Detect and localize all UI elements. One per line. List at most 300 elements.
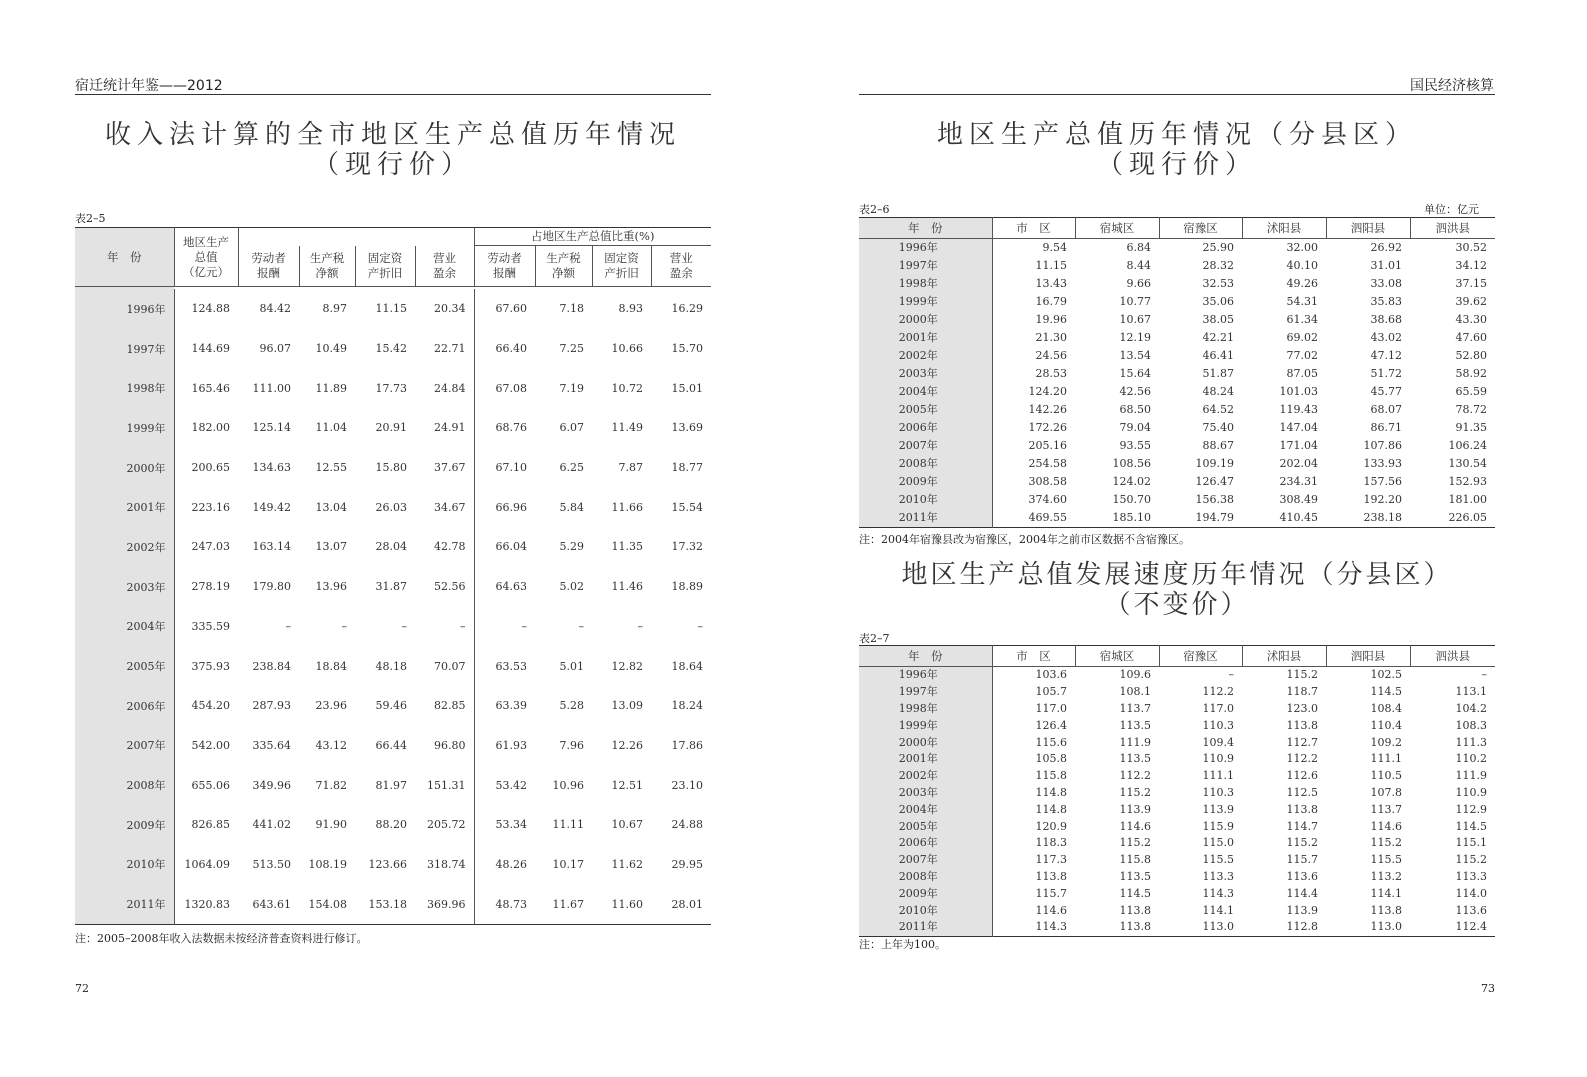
- value-cell: 111.1: [1370, 752, 1402, 766]
- value-cell: 10.49: [315, 342, 347, 356]
- year-cell: 1997年: [859, 684, 992, 701]
- value-cell: 152.93: [1448, 475, 1487, 488]
- value-cell: 114.6: [1370, 819, 1402, 833]
- page-number: 72: [75, 982, 89, 995]
- value-cell: 10.67: [1119, 313, 1151, 326]
- value-cell: 115.2: [1119, 785, 1151, 799]
- column-header-line: 生产税: [309, 250, 345, 265]
- value-cell: 826.85: [191, 818, 230, 832]
- value-cell: 349.96: [252, 778, 291, 792]
- value-cell: 113.8: [1035, 869, 1067, 883]
- value-cell: 10.17: [552, 857, 584, 871]
- value-cell: 109.2: [1370, 735, 1402, 749]
- table-row: [859, 455, 1495, 473]
- value-cell: 335.64: [252, 738, 291, 752]
- value-cell: 114.5: [1455, 819, 1487, 833]
- table-row: [859, 852, 1495, 869]
- column-header: 沭阳县: [1242, 646, 1326, 667]
- value-cell: 113.6: [1286, 869, 1318, 883]
- gdp-column-header: 地区生产 总值 （亿元）: [174, 228, 238, 287]
- header-rule: [859, 94, 1495, 95]
- year-cell: 2002年: [859, 768, 992, 785]
- column-header: 宿城区: [1075, 646, 1159, 667]
- value-cell: 7.18: [559, 302, 584, 316]
- value-cell: 96.07: [259, 342, 291, 356]
- value-cell: 68.50: [1119, 403, 1151, 416]
- value-cell: 33.08: [1370, 277, 1402, 290]
- value-cell: 113.2: [1370, 869, 1402, 883]
- value-cell: 40.10: [1286, 259, 1318, 272]
- year-cell: 2010年: [859, 491, 992, 509]
- value-cell: 7.87: [618, 461, 643, 475]
- value-cell: 308.58: [1028, 475, 1067, 488]
- column-header-line: 盈余: [433, 265, 456, 280]
- value-cell: 28.53: [1035, 367, 1067, 380]
- table-row: [859, 818, 1495, 835]
- value-cell: 35.06: [1202, 295, 1234, 308]
- value-cell: 10.96: [552, 778, 584, 792]
- value-cell: 31.87: [375, 580, 407, 594]
- table-row: [859, 365, 1495, 383]
- value-cell: 93.55: [1119, 439, 1151, 452]
- value-cell: 15.80: [375, 461, 407, 475]
- value-cell: 6.84: [1126, 241, 1151, 254]
- column-header-line: 固定资: [367, 250, 403, 265]
- value-cell: 77.02: [1286, 349, 1318, 362]
- value-cell: 13.96: [315, 580, 347, 594]
- table-note: 注：上年为100。: [859, 938, 946, 951]
- column-header-line: 净额: [552, 266, 575, 280]
- value-cell: 11.60: [611, 897, 643, 911]
- value-cell: 34.67: [415, 487, 474, 527]
- value-cell: 28.01: [671, 897, 703, 911]
- table-id: 表2–5: [75, 212, 106, 225]
- year-cell: 2011年: [75, 884, 174, 924]
- value-cell: 11.46: [611, 580, 643, 594]
- value-cell: 114.8: [1035, 802, 1067, 816]
- value-cell: –: [415, 607, 474, 647]
- value-cell: 234.31: [1279, 475, 1318, 488]
- value-cell: 66.40: [495, 342, 527, 356]
- value-cell: 115.5: [1370, 853, 1402, 867]
- value-cell: 126.4: [1035, 718, 1067, 732]
- table-row: [859, 751, 1495, 768]
- value-cell: 87.05: [1286, 367, 1318, 380]
- value-cell: 38.68: [1370, 313, 1402, 326]
- value-cell: 105.8: [1035, 752, 1067, 766]
- value-cell: 8.93: [618, 302, 643, 316]
- value-cell: 48.73: [495, 897, 527, 911]
- value-cell: 37.67: [415, 448, 474, 488]
- year-cell: 1998年: [859, 701, 992, 718]
- value-cell: 205.16: [1028, 439, 1067, 452]
- value-cell: –: [401, 619, 407, 633]
- column-header-line: 劳动者: [251, 250, 286, 265]
- title-sub: （现行价）: [312, 150, 473, 180]
- value-cell: 13.07: [315, 540, 347, 554]
- table-row: [859, 473, 1495, 491]
- value-cell: 28.32: [1202, 259, 1234, 272]
- value-cell: 17.32: [671, 540, 703, 554]
- value-cell: 108.1: [1119, 685, 1151, 699]
- year-cell: 2005年: [859, 401, 992, 419]
- value-cell: 113.0: [1202, 920, 1234, 934]
- value-cell: 114.0: [1455, 886, 1487, 900]
- year-cell: 1996年: [859, 239, 992, 258]
- value-cell: 119.43: [1279, 403, 1318, 416]
- table-row: [859, 701, 1495, 718]
- column-header: 宿豫区: [1159, 218, 1242, 239]
- value-cell: 114.5: [1370, 685, 1402, 699]
- value-cell: 238.18: [1363, 511, 1402, 524]
- value-cell: 10.67: [611, 818, 643, 832]
- value-cell: 114.6: [1119, 819, 1151, 833]
- value-cell: 542.00: [191, 738, 230, 752]
- value-cell: 11.11: [552, 818, 584, 832]
- column-header: 沭阳县: [1242, 218, 1326, 239]
- value-cell: 111.00: [252, 381, 291, 395]
- value-cell: 13.69: [671, 421, 703, 435]
- value-cell: 114.4: [1286, 886, 1318, 900]
- value-cell: 226.05: [1448, 511, 1487, 524]
- page-number: 73: [1481, 982, 1495, 995]
- value-cell: 25.90: [1202, 241, 1234, 254]
- value-cell: –: [285, 619, 291, 633]
- value-cell: 103.6: [1035, 668, 1067, 682]
- value-cell: 130.54: [1448, 457, 1487, 470]
- value-cell: 12.51: [611, 778, 643, 792]
- table-row: [859, 347, 1495, 365]
- value-cell: 112.2: [1286, 752, 1318, 766]
- value-cell: 12.55: [315, 461, 347, 475]
- value-cell: 15.01: [671, 381, 703, 395]
- value-cell: 49.26: [1286, 277, 1318, 290]
- year-cell: 2002年: [75, 527, 174, 567]
- value-cell: 118.7: [1286, 685, 1318, 699]
- value-cell: 111.3: [1455, 735, 1487, 749]
- value-cell: 8.44: [1126, 259, 1151, 272]
- value-cell: 254.58: [1028, 457, 1067, 470]
- value-cell: 114.6: [1035, 903, 1067, 917]
- value-cell: 102.5: [1370, 668, 1402, 682]
- column-header: 宿城区: [1075, 218, 1159, 239]
- year-cell: 2008年: [75, 765, 174, 805]
- value-cell: 115.7: [1286, 853, 1318, 867]
- column-header: 年 份: [859, 218, 992, 239]
- value-cell: 113.8: [1119, 920, 1151, 934]
- year-cell: 2010年: [859, 902, 992, 919]
- year-cell: 1999年: [859, 717, 992, 734]
- value-cell: 123.0: [1286, 701, 1318, 715]
- value-cell: 88.67: [1202, 439, 1234, 452]
- column-header: 泗洪县: [1410, 218, 1495, 239]
- value-cell: 86.71: [1370, 421, 1402, 434]
- column-header-line: 产折旧: [604, 266, 639, 280]
- value-cell: 24.84: [415, 368, 474, 408]
- value-cell: 54.31: [1286, 295, 1318, 308]
- value-cell: 42.56: [1119, 385, 1151, 398]
- value-cell: 114.7: [1286, 819, 1318, 833]
- value-cell: 194.79: [1195, 511, 1234, 524]
- value-cell: 64.63: [495, 580, 527, 594]
- value-cell: 115.6: [1035, 735, 1067, 749]
- value-cell: 11.66: [611, 500, 643, 514]
- value-cell: 108.4: [1370, 701, 1402, 715]
- value-cell: 9.54: [1042, 241, 1067, 254]
- year-cell: 2004年: [859, 383, 992, 401]
- value-cell: 113.5: [1119, 718, 1151, 732]
- value-cell: 67.08: [495, 381, 527, 395]
- table-row: [859, 902, 1495, 919]
- table-row: [859, 329, 1495, 347]
- value-cell: 133.93: [1363, 457, 1402, 470]
- value-cell: 113.8: [1370, 903, 1402, 917]
- value-cell: 20.91: [375, 421, 407, 435]
- year-cell: 1999年: [75, 408, 174, 448]
- county-gdp-table: [859, 217, 1495, 528]
- value-cell: 91.35: [1455, 421, 1487, 434]
- value-cell: 5.28: [559, 699, 584, 713]
- value-cell: 65.59: [1455, 385, 1487, 398]
- value-cell: 118.3: [1035, 836, 1067, 850]
- value-cell: 124.02: [1112, 475, 1151, 488]
- value-cell: 12.26: [611, 738, 643, 752]
- value-cell: 24.56: [1035, 349, 1067, 362]
- value-cell: 63.53: [495, 659, 527, 673]
- value-cell: 28.04: [375, 540, 407, 554]
- value-cell: 113.8: [1286, 802, 1318, 816]
- value-cell: 67.60: [495, 302, 527, 316]
- value-cell: 115.2: [1455, 853, 1487, 867]
- value-cell: 13.04: [315, 500, 347, 514]
- value-cell: 107.8: [1370, 785, 1402, 799]
- value-cell: 71.82: [315, 778, 347, 792]
- year-cell: 2004年: [75, 607, 174, 647]
- value-cell: 66.04: [495, 540, 527, 554]
- value-cell: 18.84: [315, 659, 347, 673]
- value-cell: 18.77: [671, 461, 703, 475]
- value-cell: 53.42: [495, 778, 527, 792]
- column-header-line: 营业: [433, 250, 456, 265]
- value-cell: 47.12: [1370, 349, 1402, 362]
- value-cell: 96.80: [415, 726, 474, 766]
- year-cell: 2000年: [859, 311, 992, 329]
- value-cell: 171.04: [1279, 439, 1318, 452]
- value-cell: 247.03: [191, 540, 230, 554]
- table-title: [859, 560, 1495, 620]
- table-row: [859, 734, 1495, 751]
- value-cell: 113.5: [1119, 752, 1151, 766]
- value-cell: 149.42: [252, 500, 291, 514]
- value-cell: 112.6: [1286, 769, 1318, 783]
- table-note: 注：2004年宿豫县改为宿豫区，2004年之前市区数据不含宿豫区。: [859, 533, 1190, 546]
- value-cell: 7.96: [559, 738, 584, 752]
- value-cell: 142.26: [1028, 403, 1067, 416]
- value-cell: 238.84: [252, 659, 291, 673]
- value-cell: 51.72: [1370, 367, 1402, 380]
- year-cell: 2009年: [75, 805, 174, 845]
- value-cell: 69.02: [1286, 331, 1318, 344]
- table-note: 注：2005–2008年收入法数据未按经济普查资料进行修订。: [75, 932, 368, 945]
- column-header-line: 固定资: [604, 251, 639, 265]
- value-cell: 11.49: [611, 421, 643, 435]
- table-row: [859, 437, 1495, 455]
- value-cell: 112.5: [1286, 785, 1318, 799]
- value-cell: 205.72: [415, 805, 474, 845]
- year-cell: 2008年: [859, 455, 992, 473]
- value-cell: 110.3: [1202, 785, 1234, 799]
- value-cell: 126.47: [1195, 475, 1234, 488]
- value-cell: 308.49: [1279, 493, 1318, 506]
- value-cell: 278.19: [191, 580, 230, 594]
- value-cell: 110.9: [1202, 752, 1234, 766]
- value-cell: 469.55: [1028, 511, 1067, 524]
- title-main: 地区生产总值发展速度历年情况（分县区）: [901, 560, 1453, 590]
- year-cell: 2006年: [859, 419, 992, 437]
- value-cell: 47.60: [1455, 331, 1487, 344]
- value-cell: 67.10: [495, 461, 527, 475]
- year-cell: 2001年: [859, 751, 992, 768]
- value-cell: 79.04: [1119, 421, 1151, 434]
- value-cell: 182.00: [191, 421, 230, 435]
- value-cell: 11.04: [315, 421, 347, 435]
- value-cell: 154.08: [308, 897, 347, 911]
- value-cell: 91.90: [315, 818, 347, 832]
- value-cell: 113.3: [1202, 869, 1234, 883]
- value-cell: 26.03: [375, 500, 407, 514]
- value-cell: 108.3: [1455, 718, 1487, 732]
- value-cell: 369.96: [415, 884, 474, 924]
- value-cell: 5.01: [559, 659, 584, 673]
- value-cell: 16.79: [1035, 295, 1067, 308]
- value-cell: 42.21: [1202, 331, 1234, 344]
- year-cell: 2005年: [859, 818, 992, 835]
- value-cell: 43.12: [315, 738, 347, 752]
- value-cell: 113.8: [1119, 903, 1151, 917]
- running-header-left: 宿迁统计年鉴——2012: [75, 78, 223, 94]
- year-cell: 2007年: [859, 852, 992, 869]
- year-cell: 2011年: [859, 919, 992, 936]
- table-id: 表2–6: [859, 203, 890, 216]
- table-title: [859, 120, 1495, 180]
- value-cell: 78.72: [1455, 403, 1487, 416]
- column-header: 市 区: [992, 218, 1075, 239]
- title-main: 地区生产总值历年情况（分县区）: [936, 120, 1417, 150]
- year-cell: 1997年: [75, 329, 174, 369]
- year-cell: 2009年: [859, 885, 992, 902]
- table-row: [859, 401, 1495, 419]
- year-cell: 1997年: [859, 257, 992, 275]
- value-cell: 114.5: [1119, 886, 1151, 900]
- year-cell: 2006年: [75, 686, 174, 726]
- table-row: [859, 257, 1495, 275]
- value-cell: 13.54: [1119, 349, 1151, 362]
- value-cell: 101.03: [1279, 385, 1318, 398]
- value-cell: 123.66: [368, 857, 407, 871]
- value-cell: 17.73: [375, 381, 407, 395]
- value-cell: 58.92: [1455, 367, 1487, 380]
- value-cell: 11.15: [375, 302, 407, 316]
- value-cell: 115.0: [1202, 836, 1234, 850]
- value-cell: 115.5: [1202, 853, 1234, 867]
- value-cell: 9.66: [1126, 277, 1151, 290]
- value-cell: 110.5: [1370, 769, 1402, 783]
- value-cell: 38.05: [1202, 313, 1234, 326]
- value-cell: 114.1: [1202, 903, 1234, 917]
- value-cell: 115.9: [1202, 819, 1234, 833]
- value-cell: 113.9: [1286, 903, 1318, 917]
- value-cell: 125.14: [252, 421, 291, 435]
- value-cell: 156.38: [1195, 493, 1234, 506]
- value-cell: 375.93: [191, 659, 230, 673]
- value-cell: 374.60: [1028, 493, 1067, 506]
- value-cell: 113.0: [1370, 920, 1402, 934]
- table-row: [859, 293, 1495, 311]
- value-cell: 114.3: [1202, 886, 1234, 900]
- value-cell: 1064.09: [184, 857, 230, 871]
- value-cell: 43.02: [1370, 331, 1402, 344]
- value-cell: 115.7: [1035, 886, 1067, 900]
- value-cell: 6.07: [559, 421, 584, 435]
- value-cell: 454.20: [191, 699, 230, 713]
- value-cell: –: [1481, 668, 1487, 682]
- value-cell: 113.5: [1119, 869, 1151, 883]
- table-row: [859, 835, 1495, 852]
- table-row: [859, 491, 1495, 509]
- value-cell: 202.04: [1279, 457, 1318, 470]
- value-cell: 37.15: [1455, 277, 1487, 290]
- year-cell: 2000年: [859, 734, 992, 751]
- value-cell: 11.62: [611, 857, 643, 871]
- column-header-line: 报酬: [257, 265, 280, 280]
- value-cell: 21.30: [1035, 331, 1067, 344]
- value-cell: 48.26: [495, 857, 527, 871]
- table-row: [859, 667, 1495, 684]
- column-header: 泗阳县: [1326, 646, 1410, 667]
- value-cell: 113.7: [1370, 802, 1402, 816]
- value-cell: 110.4: [1370, 718, 1402, 732]
- table-row: [859, 311, 1495, 329]
- value-cell: 112.2: [1202, 685, 1234, 699]
- value-cell: 147.04: [1279, 421, 1318, 434]
- value-cell: 26.92: [1370, 241, 1402, 254]
- value-cell: 115.8: [1035, 769, 1067, 783]
- value-cell: 15.54: [671, 500, 703, 514]
- value-cell: 157.56: [1363, 475, 1402, 488]
- column-header: 宿豫区: [1159, 646, 1242, 667]
- value-cell: 115.2: [1286, 668, 1318, 682]
- year-cell: 1999年: [859, 293, 992, 311]
- value-cell: 42.78: [415, 527, 474, 567]
- year-cell: 1998年: [75, 368, 174, 408]
- value-cell: 113.3: [1455, 869, 1487, 883]
- value-cell: 113.1: [1455, 685, 1487, 699]
- year-cell: 2010年: [75, 845, 174, 885]
- value-cell: 66.96: [495, 500, 527, 514]
- value-cell: 66.44: [375, 738, 407, 752]
- value-cell: 46.41: [1202, 349, 1234, 362]
- value-cell: 192.20: [1363, 493, 1402, 506]
- year-cell: 2008年: [859, 869, 992, 886]
- value-cell: 287.93: [252, 699, 291, 713]
- value-cell: 61.93: [495, 738, 527, 752]
- value-cell: 115.2: [1119, 836, 1151, 850]
- value-cell: 84.42: [259, 302, 291, 316]
- column-header-line: 产折旧: [367, 265, 403, 280]
- value-cell: 7.19: [559, 381, 584, 395]
- value-cell: 113.6: [1455, 903, 1487, 917]
- value-cell: 114.8: [1035, 785, 1067, 799]
